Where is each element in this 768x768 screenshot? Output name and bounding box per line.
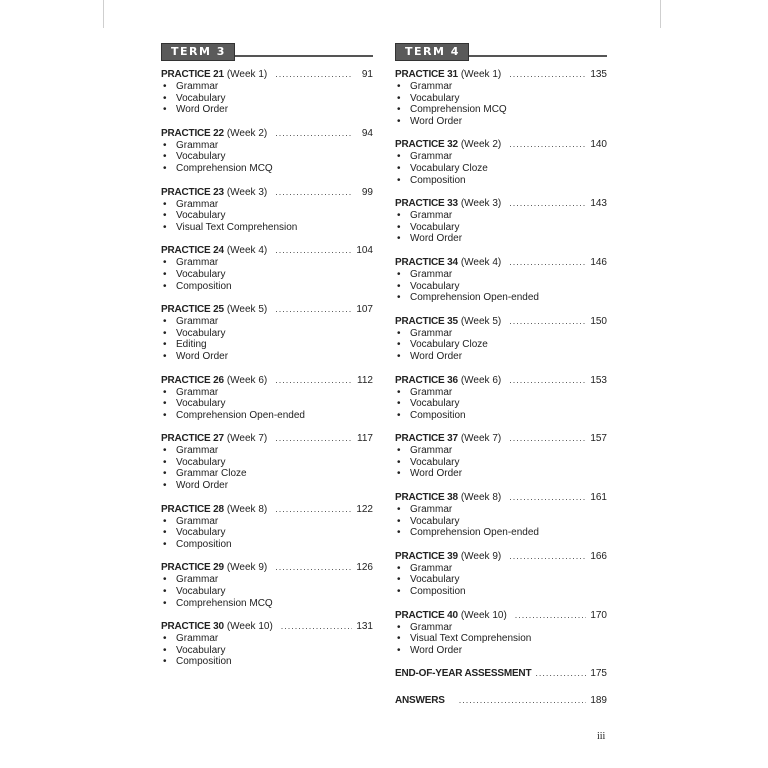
topic-item: • Word Order [161, 104, 373, 116]
entry-title: PRACTICE 22 [161, 127, 224, 139]
term-3-header [161, 42, 373, 58]
entry-title: ANSWERS [395, 695, 445, 707]
topic-item: • Grammar [161, 574, 373, 586]
dot-leader [275, 503, 352, 515]
topic-item: • Word Order [161, 480, 373, 492]
dot-leader [509, 315, 586, 327]
page-number: 99 [361, 186, 373, 198]
entry-week: (Week 6) [460, 374, 502, 386]
page-number: 94 [361, 127, 373, 139]
page-number: 146 [590, 256, 607, 268]
term-4-column [395, 42, 607, 721]
topic-list [395, 504, 607, 539]
toc-entry[interactable] [161, 186, 373, 234]
entry-title: PRACTICE 21 [161, 69, 224, 80]
topic-list [161, 316, 373, 362]
dot-leader [275, 68, 353, 80]
topic-item: • Composition [395, 175, 607, 187]
entry-week: (Week 3) [460, 198, 502, 210]
entry-week: (Week 10) [226, 621, 273, 633]
topic-list [161, 199, 373, 234]
entry-heading [161, 244, 373, 257]
topic-item: • Grammar [161, 81, 373, 93]
topic-item: • Grammar [161, 199, 373, 211]
topic-list [161, 387, 373, 422]
topic-item: • Vocabulary [395, 516, 607, 528]
topic-item: • Comprehension Open-ended [395, 292, 607, 304]
topic-item: • Visual Text Comprehension [395, 633, 607, 645]
topic-item: • Grammar [395, 151, 607, 163]
topic-list [395, 387, 607, 422]
topic-item: • Vocabulary Cloze [395, 163, 607, 175]
topic-list [161, 140, 373, 175]
topic-item: • Vocabulary [161, 328, 373, 340]
term-3-label: TERM 3 [161, 43, 235, 61]
dot-leader [509, 491, 586, 503]
topic-item: • Vocabulary [161, 269, 373, 281]
toc-entry[interactable] [395, 315, 607, 363]
page-number: 122 [356, 503, 373, 515]
topic-list [395, 151, 607, 186]
page-number: 170 [590, 609, 607, 621]
entry-heading [395, 138, 607, 151]
topic-item: • Comprehension MCQ [161, 163, 373, 175]
toc-entry[interactable] [395, 491, 607, 539]
topic-item: • Vocabulary [395, 457, 607, 469]
toc-entry[interactable] [395, 374, 607, 422]
topic-item: • Comprehension Open-ended [161, 410, 373, 422]
entry-heading [395, 432, 607, 445]
term-4-header [395, 42, 607, 58]
entry-heading [161, 127, 373, 140]
topic-item: • Grammar [395, 81, 607, 93]
toc-entry[interactable] [161, 561, 373, 609]
entry-week: (Week 10) [460, 609, 507, 621]
page-number: 117 [357, 433, 373, 445]
entry-title: PRACTICE 32 [395, 139, 458, 151]
dot-leader [459, 694, 587, 706]
toc-entry[interactable] [161, 68, 373, 116]
entry-heading [161, 620, 373, 633]
topic-list [395, 210, 607, 245]
dot-leader [509, 197, 586, 209]
end-of-year-assessment-entry[interactable] [395, 667, 607, 680]
entry-title: END-OF-YEAR ASSESSMENT [395, 668, 532, 680]
answers-entry[interactable] [395, 694, 607, 707]
page-number: 112 [357, 374, 373, 386]
dot-leader [509, 432, 586, 444]
toc-entry[interactable] [161, 374, 373, 422]
page-number: 107 [356, 304, 373, 316]
term-4-label: TERM 4 [395, 43, 469, 61]
topic-item: • Composition [161, 281, 373, 293]
topic-item: • Vocabulary [395, 574, 607, 586]
entry-week: (Week 9) [460, 550, 502, 562]
entry-title: PRACTICE 28 [161, 503, 224, 515]
entry-title: PRACTICE 33 [395, 198, 458, 210]
topic-item: • Vocabulary [161, 151, 373, 163]
entry-heading [161, 303, 373, 316]
entry-week: (Week 7) [226, 433, 268, 445]
page-number: 91 [361, 69, 373, 80]
topic-item: • Word Order [395, 645, 607, 657]
dot-leader [515, 609, 587, 621]
page-number: 140 [590, 139, 607, 151]
entry-week: (Week 4) [460, 256, 502, 268]
topic-item: • Comprehension MCQ [395, 104, 607, 116]
term-3-column [161, 42, 373, 679]
topic-item: • Editing [161, 339, 373, 351]
topic-item: • Composition [161, 656, 373, 668]
entry-week: (Week 8) [460, 492, 502, 504]
page-number: 104 [356, 245, 373, 257]
topic-item: • Grammar [161, 140, 373, 152]
topic-item: • Grammar [161, 387, 373, 399]
topic-list [395, 622, 607, 657]
topic-item: • Vocabulary [395, 398, 607, 410]
topic-item: • Grammar [161, 316, 373, 328]
topic-item: • Word Order [395, 116, 607, 128]
page-folio: iii [597, 731, 606, 742]
topic-item: • Grammar [395, 504, 607, 516]
entry-week: (Week 8) [226, 503, 268, 515]
topic-item: • Vocabulary [161, 210, 373, 222]
entry-week: (Week 1) [460, 69, 502, 80]
entry-week: (Week 5) [226, 304, 268, 316]
entry-week: (Week 9) [226, 562, 268, 574]
toc-entry[interactable] [395, 256, 607, 304]
topic-item: • Composition [395, 586, 607, 598]
dot-leader [509, 256, 586, 268]
dot-leader [275, 244, 352, 256]
page-number: 153 [590, 374, 607, 386]
topic-item: • Grammar [395, 328, 607, 340]
term-4-entries [395, 68, 607, 656]
page-number: 143 [590, 198, 607, 210]
dot-leader [535, 667, 586, 679]
page-number: 150 [590, 315, 607, 327]
toc-entry[interactable] [161, 244, 373, 292]
topic-list [395, 81, 607, 127]
dot-leader [509, 374, 586, 386]
entry-heading [395, 550, 607, 563]
entry-week: (Week 3) [226, 186, 268, 198]
entry-week: (Week 7) [460, 433, 502, 445]
topic-item: • Vocabulary [161, 398, 373, 410]
entry-heading [395, 374, 607, 387]
entry-heading [395, 68, 607, 81]
page-number: 189 [590, 695, 607, 707]
entry-title: PRACTICE 36 [395, 374, 458, 386]
entry-title: PRACTICE 29 [161, 562, 224, 574]
toc-entry[interactable] [161, 127, 373, 175]
topic-item: • Word Order [395, 351, 607, 363]
entry-title: PRACTICE 37 [395, 433, 458, 445]
toc-entry[interactable] [161, 503, 373, 551]
entry-heading [161, 186, 373, 199]
topic-list [395, 328, 607, 363]
topic-item: • Word Order [161, 351, 373, 363]
entry-week: (Week 4) [226, 245, 268, 257]
toc-entry[interactable] [395, 550, 607, 598]
entry-title: PRACTICE 35 [395, 315, 458, 327]
topic-item: • Vocabulary [395, 222, 607, 234]
entry-title: PRACTICE 40 [395, 609, 458, 621]
topic-item: • Grammar [161, 516, 373, 528]
entry-heading [395, 315, 607, 328]
topic-item: • Vocabulary [161, 586, 373, 598]
topic-item: • Comprehension Open-ended [395, 527, 607, 539]
topic-item: • Word Order [395, 468, 607, 480]
term-3-entries [161, 68, 373, 668]
entry-week: (Week 2) [460, 139, 502, 151]
topic-item: • Composition [395, 410, 607, 422]
entry-week: (Week 2) [226, 127, 268, 139]
dot-leader [275, 374, 353, 386]
topic-item: • Vocabulary [395, 281, 607, 293]
topic-list [161, 574, 373, 609]
topic-list [161, 633, 373, 668]
topic-item: • Vocabulary [161, 527, 373, 539]
topic-item: • Vocabulary [161, 457, 373, 469]
entry-title: PRACTICE 26 [161, 374, 224, 386]
entry-week: (Week 5) [460, 315, 502, 327]
dot-leader [509, 138, 586, 150]
dot-leader [275, 303, 352, 315]
entry-title: PRACTICE 23 [161, 186, 224, 198]
topic-item: • Grammar Cloze [161, 468, 373, 480]
page-number: 135 [590, 69, 607, 80]
topic-item: • Vocabulary Cloze [395, 339, 607, 351]
dot-leader [275, 561, 352, 573]
topic-item: • Grammar [395, 622, 607, 634]
entry-heading [161, 561, 373, 574]
topic-item: • Grammar [161, 633, 373, 645]
entry-title: PRACTICE 24 [161, 245, 224, 257]
entry-heading [395, 609, 607, 622]
entry-title: PRACTICE 39 [395, 550, 458, 562]
topic-item: • Vocabulary [161, 93, 373, 105]
page-number: 131 [356, 621, 373, 633]
dot-leader [281, 620, 353, 632]
entry-heading [161, 68, 373, 81]
topic-item: • Grammar [161, 257, 373, 269]
topic-item: • Grammar [395, 269, 607, 281]
page-number: 175 [590, 668, 607, 680]
topic-list [395, 269, 607, 304]
topic-item: • Grammar [395, 445, 607, 457]
dot-leader [275, 186, 353, 198]
topic-item: • Grammar [161, 445, 373, 457]
topic-item: • Composition [161, 539, 373, 551]
topic-item: • Comprehension MCQ [161, 598, 373, 610]
topic-list [161, 257, 373, 292]
entry-week: (Week 1) [226, 69, 268, 80]
toc-entry[interactable] [395, 432, 607, 480]
topic-list [161, 445, 373, 491]
entry-title: PRACTICE 31 [395, 69, 458, 80]
topic-list [161, 516, 373, 551]
topic-list [395, 445, 607, 480]
entry-heading [161, 503, 373, 516]
dot-leader [275, 127, 353, 139]
topic-list [161, 81, 373, 116]
dot-leader [509, 550, 586, 562]
entry-heading [395, 491, 607, 504]
page-edge-line-right [660, 0, 661, 28]
entry-title: PRACTICE 38 [395, 492, 458, 504]
toc-entry[interactable] [161, 432, 373, 491]
toc-entry[interactable] [395, 609, 607, 657]
page-number: 166 [590, 550, 607, 562]
topic-item: • Visual Text Comprehension [161, 222, 373, 234]
entry-week: (Week 6) [226, 374, 268, 386]
entry-title: PRACTICE 27 [161, 433, 224, 445]
dot-leader [275, 432, 353, 444]
page-edge-line-left [103, 0, 104, 28]
entry-heading [395, 197, 607, 210]
topic-item: • Vocabulary [395, 93, 607, 105]
toc-entry[interactable] [161, 620, 373, 668]
page-number: 126 [356, 562, 373, 574]
entry-title: PRACTICE 30 [161, 621, 224, 633]
toc-entry[interactable] [395, 68, 607, 127]
entry-title: PRACTICE 25 [161, 304, 224, 316]
entry-title: PRACTICE 34 [395, 256, 458, 268]
page-number: 161 [590, 492, 607, 504]
toc-entry[interactable] [161, 303, 373, 362]
topic-item: • Vocabulary [161, 645, 373, 657]
entry-heading [161, 432, 373, 445]
toc-entry[interactable] [395, 138, 607, 186]
entry-heading [161, 374, 373, 387]
dot-leader [509, 68, 586, 80]
topic-item: • Grammar [395, 210, 607, 222]
topic-item: • Grammar [395, 563, 607, 575]
page-number: 157 [590, 433, 607, 445]
topic-item: • Word Order [395, 233, 607, 245]
toc-entry[interactable] [395, 197, 607, 245]
topic-list [395, 563, 607, 598]
entry-heading [395, 256, 607, 269]
topic-item: • Grammar [395, 387, 607, 399]
